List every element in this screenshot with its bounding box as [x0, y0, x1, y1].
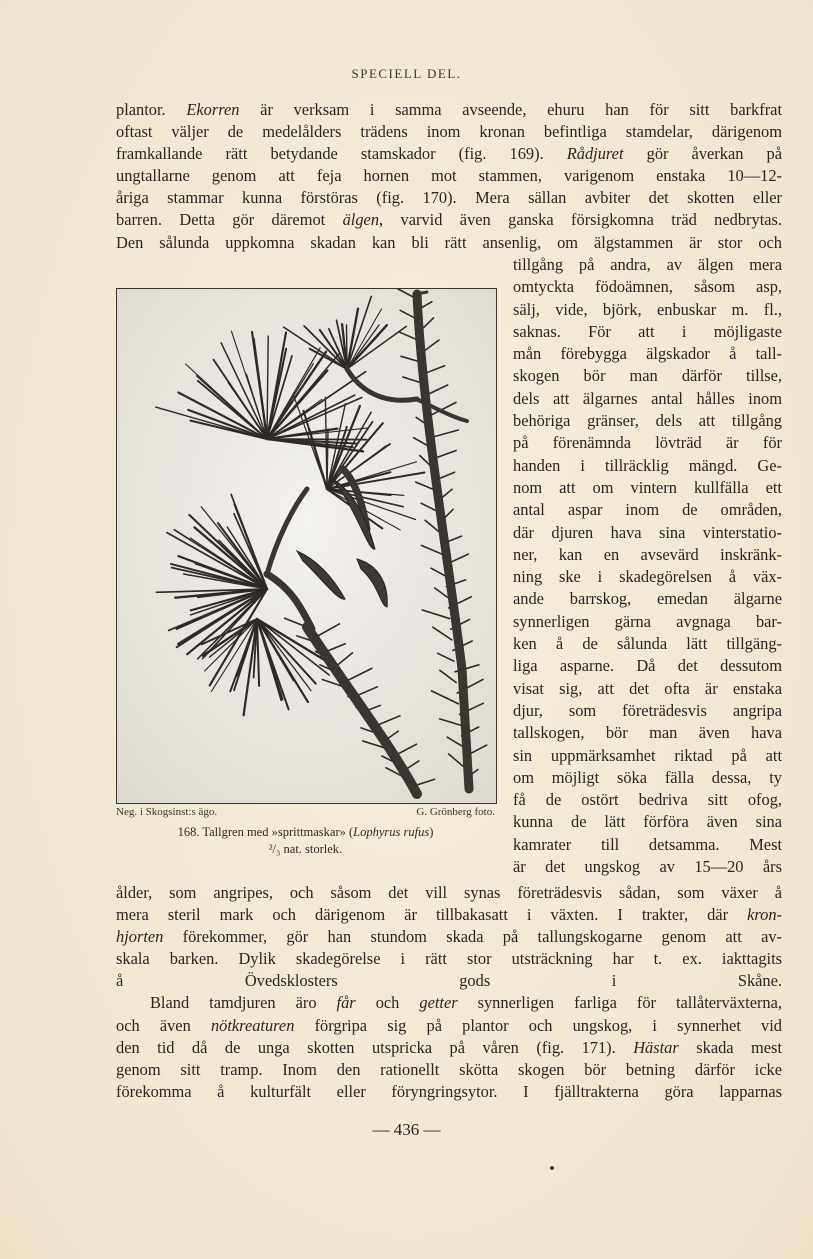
text-run: oftast väljer de medelålders trädens inom kronan befintliga stamdelar, därigenom [116, 122, 782, 142]
photo-credit-right: G. Grönberg foto. [416, 806, 495, 818]
side-text-line: nom att om vintern kullfälla ett [513, 477, 782, 497]
pine-needle [347, 325, 348, 369]
text-line [116, 143, 782, 165]
side-text-line: kunna de lätt förföra även sina [513, 812, 782, 832]
body-text-bottom [116, 882, 782, 1103]
text-run: förekomma å kulturfält eller föryngringsytor. I fjälltrakterna göra lapparnas [116, 1081, 782, 1101]
side-text-line: där djuren hava sina vinterstatio- [513, 522, 782, 542]
text-line [116, 209, 782, 231]
text-run: åriga stammar kunna förstöras (fig. 170). Mera sällan avbiter det skotten eller [116, 188, 782, 208]
text-run: ålder, som angripes, och såsom det vill synas företrädesvis sådan, som växer å [116, 883, 782, 902]
italic-term: älgen [342, 210, 380, 230]
text-run: och även [116, 1015, 211, 1035]
text-run: ungtallarne genom att feja hornen mot stammen, varigenom enstaka 10—12- [116, 166, 782, 186]
text-line [116, 1059, 782, 1081]
text-line [116, 1015, 782, 1037]
text-run: den tid då de unga skotten utspricka på våren (fig. 171). [116, 1037, 634, 1057]
side-text-line: ken å de sålunda lätt tillgäng- [513, 634, 782, 654]
text-line [116, 232, 782, 254]
caption-line-2: ²/₃ nat. storlek. [268, 842, 343, 856]
side-text-line: djur, som företrädesvis angripa [513, 700, 782, 720]
side-text-line: tillgång på andra, av älgen mera [513, 255, 782, 274]
text-line [116, 99, 782, 121]
text-run: framkallande rätt betydande stamskador (fig. 169). [116, 144, 567, 164]
side-text-line: behöriga gränser, dels att tillgång [513, 411, 782, 431]
side-text-line: synnerligen gärna avgnaga bar- [513, 611, 782, 631]
italic-term: nötkreaturen [210, 1015, 295, 1035]
italic-term: kron- [747, 905, 782, 925]
italic-term: Hästar [633, 1037, 679, 1057]
body-text-top [116, 99, 782, 254]
side-text-line: kamrater till detsamma. Mest [513, 834, 782, 854]
italic-term: Ekorren [186, 100, 240, 119]
text-run: Den sålunda uppkomna skadan kan bli rätt ansenlig, om älgstammen är stor och [116, 232, 782, 252]
side-text-line: sälj, vide, björk, enbuskar m. fl., [513, 299, 782, 319]
text-line [116, 121, 782, 143]
side-text-line: handen i tillräcklig mängd. Ge- [513, 455, 782, 475]
italic-term: Rådjuret [566, 144, 624, 164]
text-run: gör åverkan på [623, 144, 782, 164]
side-text-line: liga asparne. Då det dessutom [513, 656, 782, 676]
text-run: förgripa sig på plantor och ungskog, i synnerhet vid [294, 1015, 782, 1035]
text-line [116, 1081, 782, 1103]
body-text-side-column [513, 254, 782, 878]
running-head: SPECIELL DEL. [351, 66, 462, 81]
text-line [116, 992, 782, 1014]
text-line [116, 882, 782, 904]
page-number: — 436 — [372, 1120, 441, 1139]
text-line [116, 1037, 782, 1059]
side-text-line: ning ske i skadegörelsen å väx- [513, 567, 782, 587]
text-run: och [355, 993, 420, 1013]
italic-term: får [336, 993, 356, 1013]
text-run: synnerligen farliga för tallåterväxterna, [457, 993, 782, 1013]
text-line [116, 926, 782, 948]
text-run: är verksam i samma avseende, ehuru han för sitt barkfrat [239, 100, 783, 119]
side-text-line: ner, kan en avsevärd inskränk- [513, 544, 782, 564]
italic-term: getter [419, 993, 458, 1013]
text-run: barren. Detta gör däremot [116, 210, 343, 230]
side-text-line: om möjligt söka fälla dessa, ty [513, 767, 782, 787]
side-text-line: mån förebygga älgskador å tall- [513, 344, 782, 364]
side-text-line: omtyckta födoämnen, såsom asp, [513, 277, 782, 297]
text-line [116, 904, 782, 926]
text-line [116, 187, 782, 209]
side-text-line: ande barrskog, emedan älgarne [513, 589, 782, 609]
photo-credit-left: Neg. i Skogsinst:s ägo. [116, 806, 218, 818]
text-line [116, 970, 782, 992]
side-text-line: antal aspar inom de områden, [513, 500, 782, 520]
text-run: å Övedsklosters gods i Skåne. [116, 971, 782, 991]
side-text-line: dels att älgarnes antal hålles inom [513, 388, 782, 408]
caption-line-1 [116, 824, 495, 841]
side-text-line: skogen bör man därför tillse, [513, 366, 782, 386]
text-run: plantor. [116, 100, 187, 119]
text-line [116, 165, 782, 187]
caption-text-end: ) [429, 825, 434, 839]
side-text-line: sin uppmärksamhet riktad på att [513, 745, 782, 765]
text-line [116, 948, 782, 970]
text-run: skala barken. Dylik skadegörelse i rätt stor utsträckning har t. ex. iakttagits [116, 949, 782, 969]
figure-caption [116, 824, 495, 858]
side-text-line: på förenämnda lövträd är för [513, 433, 782, 453]
ink-spot [550, 1166, 554, 1170]
italic-term: hjorten [116, 927, 164, 947]
side-text-line: är det ungskog av 15—20 års [513, 857, 782, 877]
side-text-line: få de ostört bedriva sitt ofog, [513, 790, 782, 810]
caption-text: 168. Tallgren med »sprittmaskar» ( [177, 825, 354, 839]
text-run: skada mest [678, 1037, 782, 1057]
figure-photograph [116, 288, 497, 804]
text-run: , varvid även ganska försigkomna träd nedbrytas. [379, 210, 783, 230]
pine-branch-photo [117, 289, 496, 803]
side-text-line: tallskogen, bör man även hava [513, 723, 782, 743]
side-text-line: saknas. För att i möjligaste [513, 321, 782, 341]
caption-species: Lophyrus rufus [353, 825, 430, 839]
text-run: förekommer, gör han stundom skada på tallungskogarne genom att av- [163, 927, 782, 947]
text-run: mera steril mark och därigenom är tillbakasatt i växten. I trakter, där [116, 905, 748, 925]
side-text-line: visat sig, att det ofta är enstaka [513, 678, 782, 698]
text-run: genom sitt tramp. Inom den rationellt skötta skogen bör betning därför icke [116, 1059, 782, 1079]
text-run: Bland tamdjuren äro [150, 993, 337, 1013]
